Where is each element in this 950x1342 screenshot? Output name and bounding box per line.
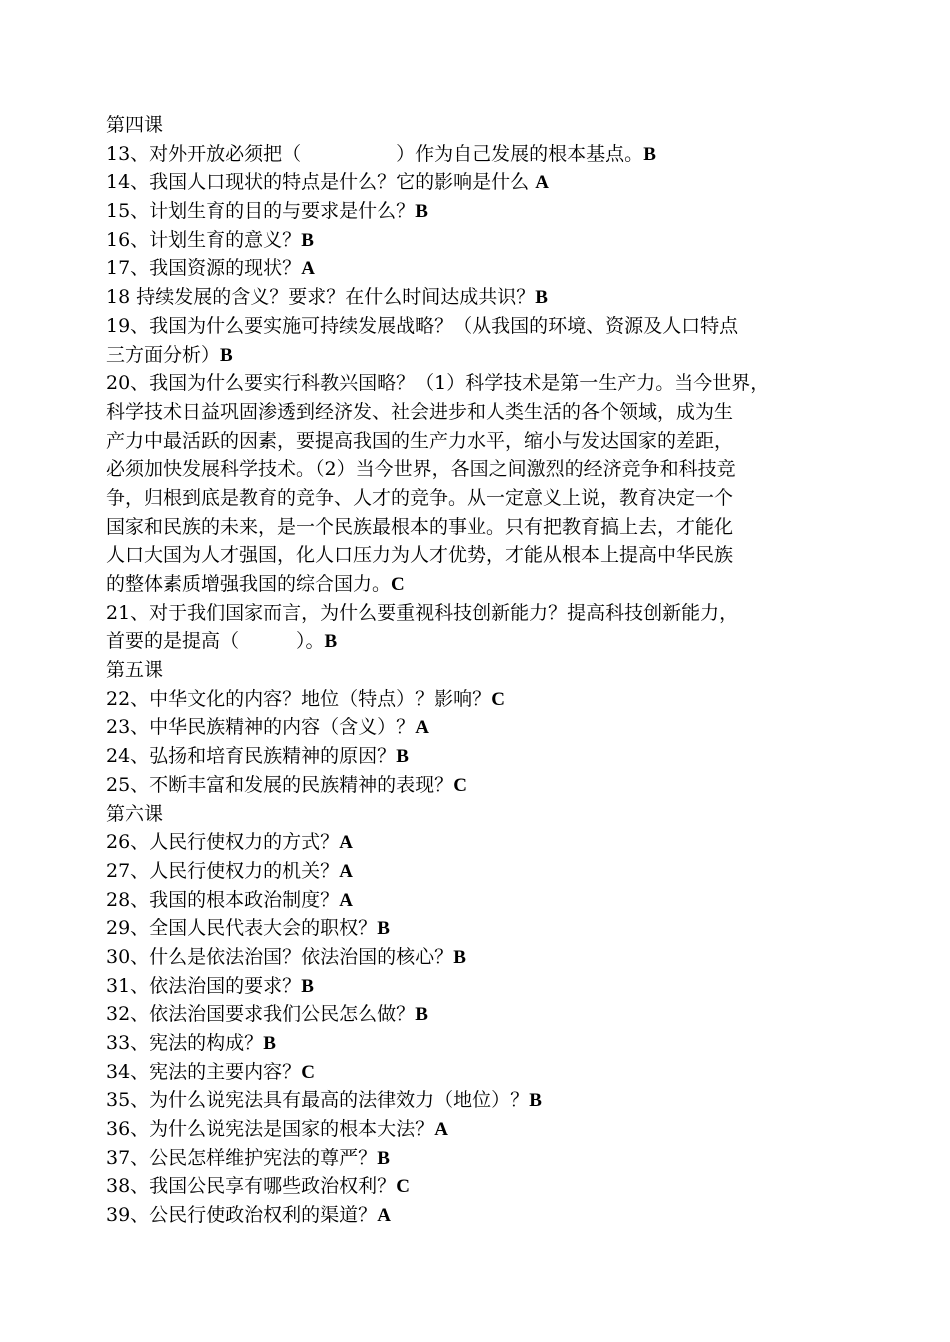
line-text: 36、为什么说宪法是国家的根本大法？: [106, 1118, 435, 1141]
grade-mark: A: [415, 717, 429, 739]
line-text: 21、对于我们国家而言，为什么要重视科技创新能力？提高科技创新能力，: [106, 601, 739, 624]
grade-mark: B: [301, 229, 314, 251]
question-line: [106, 513, 866, 542]
grade-mark: C: [491, 688, 505, 710]
question-line: [106, 541, 866, 570]
line-text: 20、我国为什么要实行科教兴国略？（1）科学技术是第一生产力。当今世界，: [106, 372, 770, 395]
grade-mark: B: [415, 1004, 428, 1026]
line-text: 14、我国人口现状的特点是什么？它的影响是什么: [106, 171, 536, 194]
question-line: [106, 771, 866, 800]
question-line: [106, 685, 866, 714]
line-text: 首要的是提高（ ）。: [106, 630, 325, 653]
grade-mark: C: [396, 1176, 410, 1198]
question-line: [106, 943, 866, 972]
line-text: 第六课: [106, 802, 164, 825]
grade-mark: B: [415, 201, 428, 223]
line-text: 27、人民行使权力的机关？: [106, 859, 340, 882]
grade-mark: B: [377, 1147, 390, 1169]
question-line: [106, 168, 866, 197]
question-line: [106, 570, 866, 599]
question-line: [106, 972, 866, 1001]
grade-mark: A: [339, 889, 353, 911]
line-text: 33、宪法的构成？: [106, 1032, 264, 1054]
line-text: 32、依法治国要求我们公民怎么做？: [106, 1003, 416, 1026]
question-line: [106, 1172, 866, 1201]
line-text: 国家和民族的未来，是一个民族最根本的事业。只有把教育搞上去，才能化: [106, 515, 734, 538]
grade-mark: B: [529, 1090, 542, 1112]
question-line: [106, 369, 866, 398]
grade-mark: A: [339, 860, 353, 882]
line-text: 第五课: [106, 659, 164, 682]
line-text: 38、我国公民享有哪些政治权利？: [106, 1175, 397, 1198]
line-text: 25、不断丰富和发展的民族精神的表现？: [106, 773, 454, 796]
line-text: 23、中华民族精神的内容（含义）？: [106, 716, 416, 739]
line-text: 第四课: [106, 114, 164, 136]
question-line: [106, 914, 866, 943]
grade-mark: B: [396, 746, 409, 768]
line-text: 35、为什么说宪法具有最高的法律效力（地位）？: [106, 1089, 530, 1112]
question-line: [106, 1115, 866, 1144]
line-text: 30、什么是依法治国？依法治国的核心？: [106, 945, 454, 968]
line-text: 17、我国资源的现状？: [106, 257, 302, 280]
question-line: [106, 283, 866, 312]
line-text: 34、宪法的主要内容？: [106, 1060, 302, 1083]
question-line: [106, 857, 866, 886]
question-line: [106, 197, 866, 226]
line-text: 争，归根到底是教育的竞争、人才的竞争。从一定意义上说，教育决定一个: [106, 486, 734, 509]
question-line: [106, 398, 866, 427]
grade-mark: B: [301, 975, 314, 997]
line-text: 24、弘扬和培育民族精神的原因？: [106, 745, 397, 768]
grade-mark: B: [263, 1033, 276, 1054]
question-line: [106, 254, 866, 283]
section-heading: [106, 656, 866, 685]
line-text: 16、计划生育的意义？: [106, 228, 302, 251]
line-text: 26、人民行使权力的方式？: [106, 831, 340, 854]
question-line: [106, 341, 866, 370]
line-text: 科学技术日益巩固渗透到经济发、社会进步和人类生活的各个领域，成为生: [106, 400, 734, 423]
grade-mark: B: [535, 287, 548, 309]
grade-mark: B: [220, 344, 233, 366]
grade-mark: B: [324, 631, 338, 653]
line-text: 28、我国的根本政治制度？: [106, 888, 340, 911]
question-line: [106, 427, 866, 456]
line-text: 的整体素质增强我国的综合国力。: [106, 573, 392, 595]
question-line: [106, 1029, 866, 1058]
line-text: 18 持续发展的含义？要求？在什么时间达成共识？: [106, 286, 536, 309]
line-text: 19、我国为什么要实施可持续发展战略？（从我国的环境、资源及人口特点: [106, 314, 739, 337]
line-text: 29、全国人民代表大会的职权？: [106, 917, 378, 940]
question-line: [106, 599, 866, 628]
question-line: [106, 886, 866, 915]
question-line: [106, 1000, 866, 1029]
line-text: 三方面分析）: [106, 343, 221, 366]
grade-mark: B: [643, 143, 656, 165]
grade-mark: C: [453, 774, 467, 796]
question-line: [106, 455, 866, 484]
line-text: 15、计划生育的目的与要求是什么？: [106, 200, 416, 223]
grade-mark: C: [391, 574, 405, 595]
line-text: 39、公民行使政治权利的渠道？: [106, 1204, 378, 1227]
question-line: [106, 1086, 866, 1115]
section-heading: [106, 800, 866, 829]
question-line: [106, 1058, 866, 1087]
grade-mark: A: [301, 258, 315, 280]
line-text: 人口大国为人才强国，化人口压力为人才优势，才能从根本上提高中华民族: [106, 544, 734, 567]
section-heading: [106, 111, 866, 140]
line-text: 37、公民怎样维护宪法的尊严？: [106, 1146, 378, 1169]
grade-mark: A: [535, 172, 549, 194]
line-text: 22、中华文化的内容？地位（特点）？影响？: [106, 687, 492, 710]
question-line: [106, 484, 866, 513]
question-line: [106, 828, 866, 857]
document-body: [106, 111, 866, 1230]
grade-mark: B: [377, 918, 390, 940]
question-line: [106, 713, 866, 742]
grade-mark: A: [339, 832, 353, 854]
grade-mark: B: [453, 946, 466, 968]
question-line: [106, 226, 866, 255]
line-text: 13、对外开放必须把（ ）作为自己发展的根本基点。: [106, 142, 644, 165]
question-line: [106, 1144, 866, 1173]
question-line: [106, 627, 866, 656]
grade-mark: C: [301, 1061, 315, 1083]
line-text: 31、依法治国的要求？: [106, 974, 302, 997]
question-line: [106, 742, 866, 771]
grade-mark: A: [434, 1119, 448, 1141]
line-text: 产力中最活跃的因素，要提高我国的生产力水平，缩小与发达国家的差距，: [106, 429, 734, 452]
question-line: [106, 1201, 866, 1230]
question-line: [106, 312, 866, 341]
line-text: 必须加快发展科学技术。（2）当今世界，各国之间激烈的经济竞争和科技竞: [106, 458, 736, 481]
question-line: [106, 140, 866, 169]
grade-mark: A: [377, 1205, 391, 1227]
